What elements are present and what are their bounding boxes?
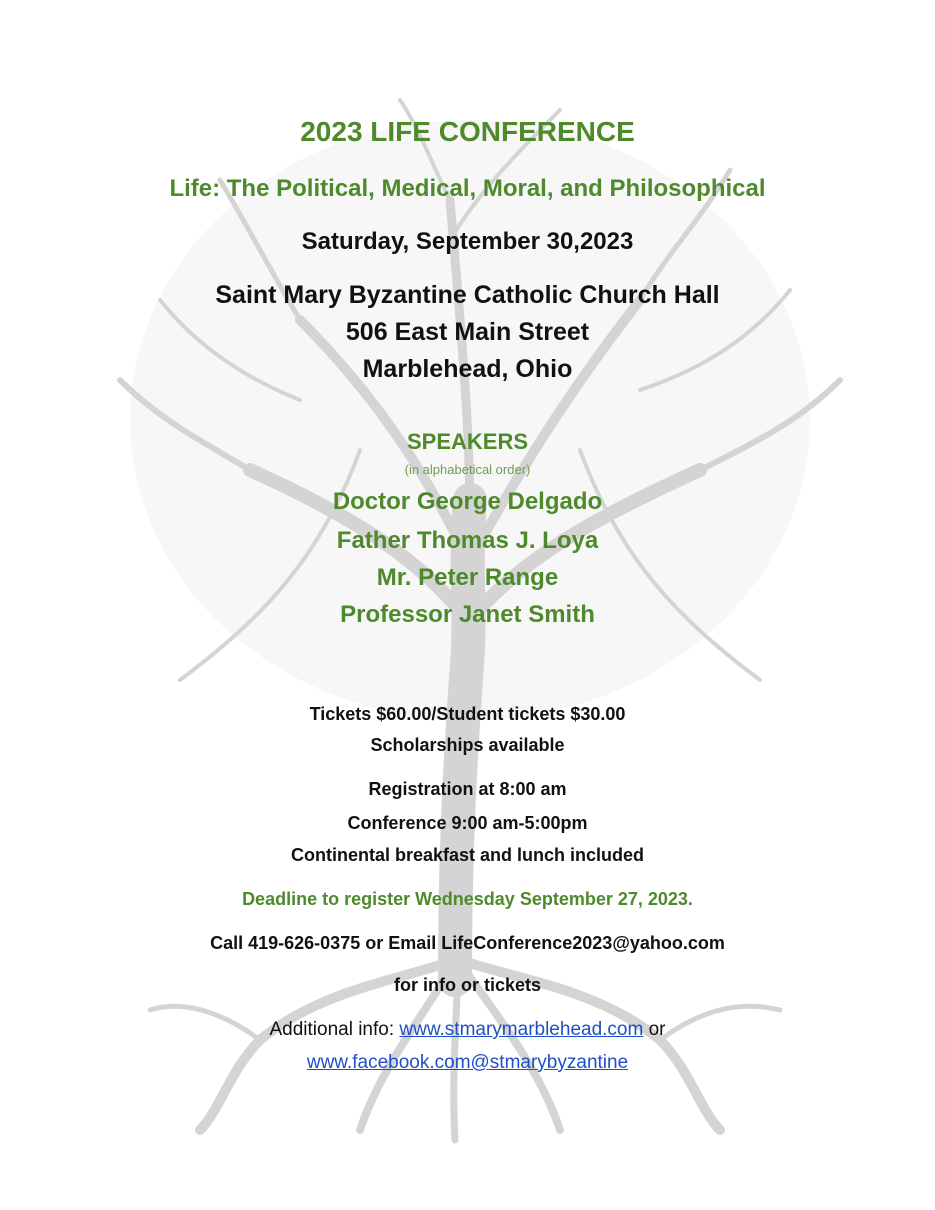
conference-title: 2023 LIFE CONFERENCE xyxy=(300,116,635,147)
registration-time: Registration at 8:00 am xyxy=(368,779,567,799)
additional-info xyxy=(0,1019,935,1041)
speaker-name: Doctor George Delgado xyxy=(332,488,603,515)
speakers-note: (in alphabetical order) xyxy=(404,462,531,477)
venue-street: 506 East Main Street xyxy=(345,318,590,346)
facebook-link-row xyxy=(0,1052,935,1074)
contact-followup: for info or tickets xyxy=(393,975,541,995)
conference-subtitle: Life: The Political, Medical, Moral, and Philosophical xyxy=(169,175,766,202)
speaker-name: Professor Janet Smith xyxy=(340,601,595,628)
facebook-link[interactable]: www.facebook.com@stmarybyzantine xyxy=(306,1052,629,1073)
venue-city: Marblehead, Ohio xyxy=(362,355,573,383)
speaker-name: Father Thomas J. Loya xyxy=(336,527,599,554)
additional-info-prefix: Additional info: xyxy=(269,1019,400,1040)
speakers-heading: SPEAKERS xyxy=(406,429,529,454)
contact-line: Call 419-626-0375 or Email LifeConference2023@yahoo.com xyxy=(210,933,725,953)
event-date: Saturday, September 30,2023 xyxy=(301,228,634,255)
ticket-prices: Tickets $60.00/Student tickets $30.00 xyxy=(309,704,626,724)
scholarships-note: Scholarships available xyxy=(370,735,565,755)
venue-name: Saint Mary Byzantine Catholic Church Hall xyxy=(215,281,720,309)
speaker-name: Mr. Peter Range xyxy=(376,564,559,591)
additional-info-joiner: or xyxy=(643,1019,666,1040)
conference-hours: Conference 9:00 am-5:00pm xyxy=(347,813,588,833)
parish-website-link[interactable]: www.stmarymarblehead.com xyxy=(399,1019,644,1040)
meals-note: Continental breakfast and lunch included xyxy=(290,845,645,865)
registration-deadline: Deadline to register Wednesday September 27, 2023. xyxy=(242,889,693,909)
